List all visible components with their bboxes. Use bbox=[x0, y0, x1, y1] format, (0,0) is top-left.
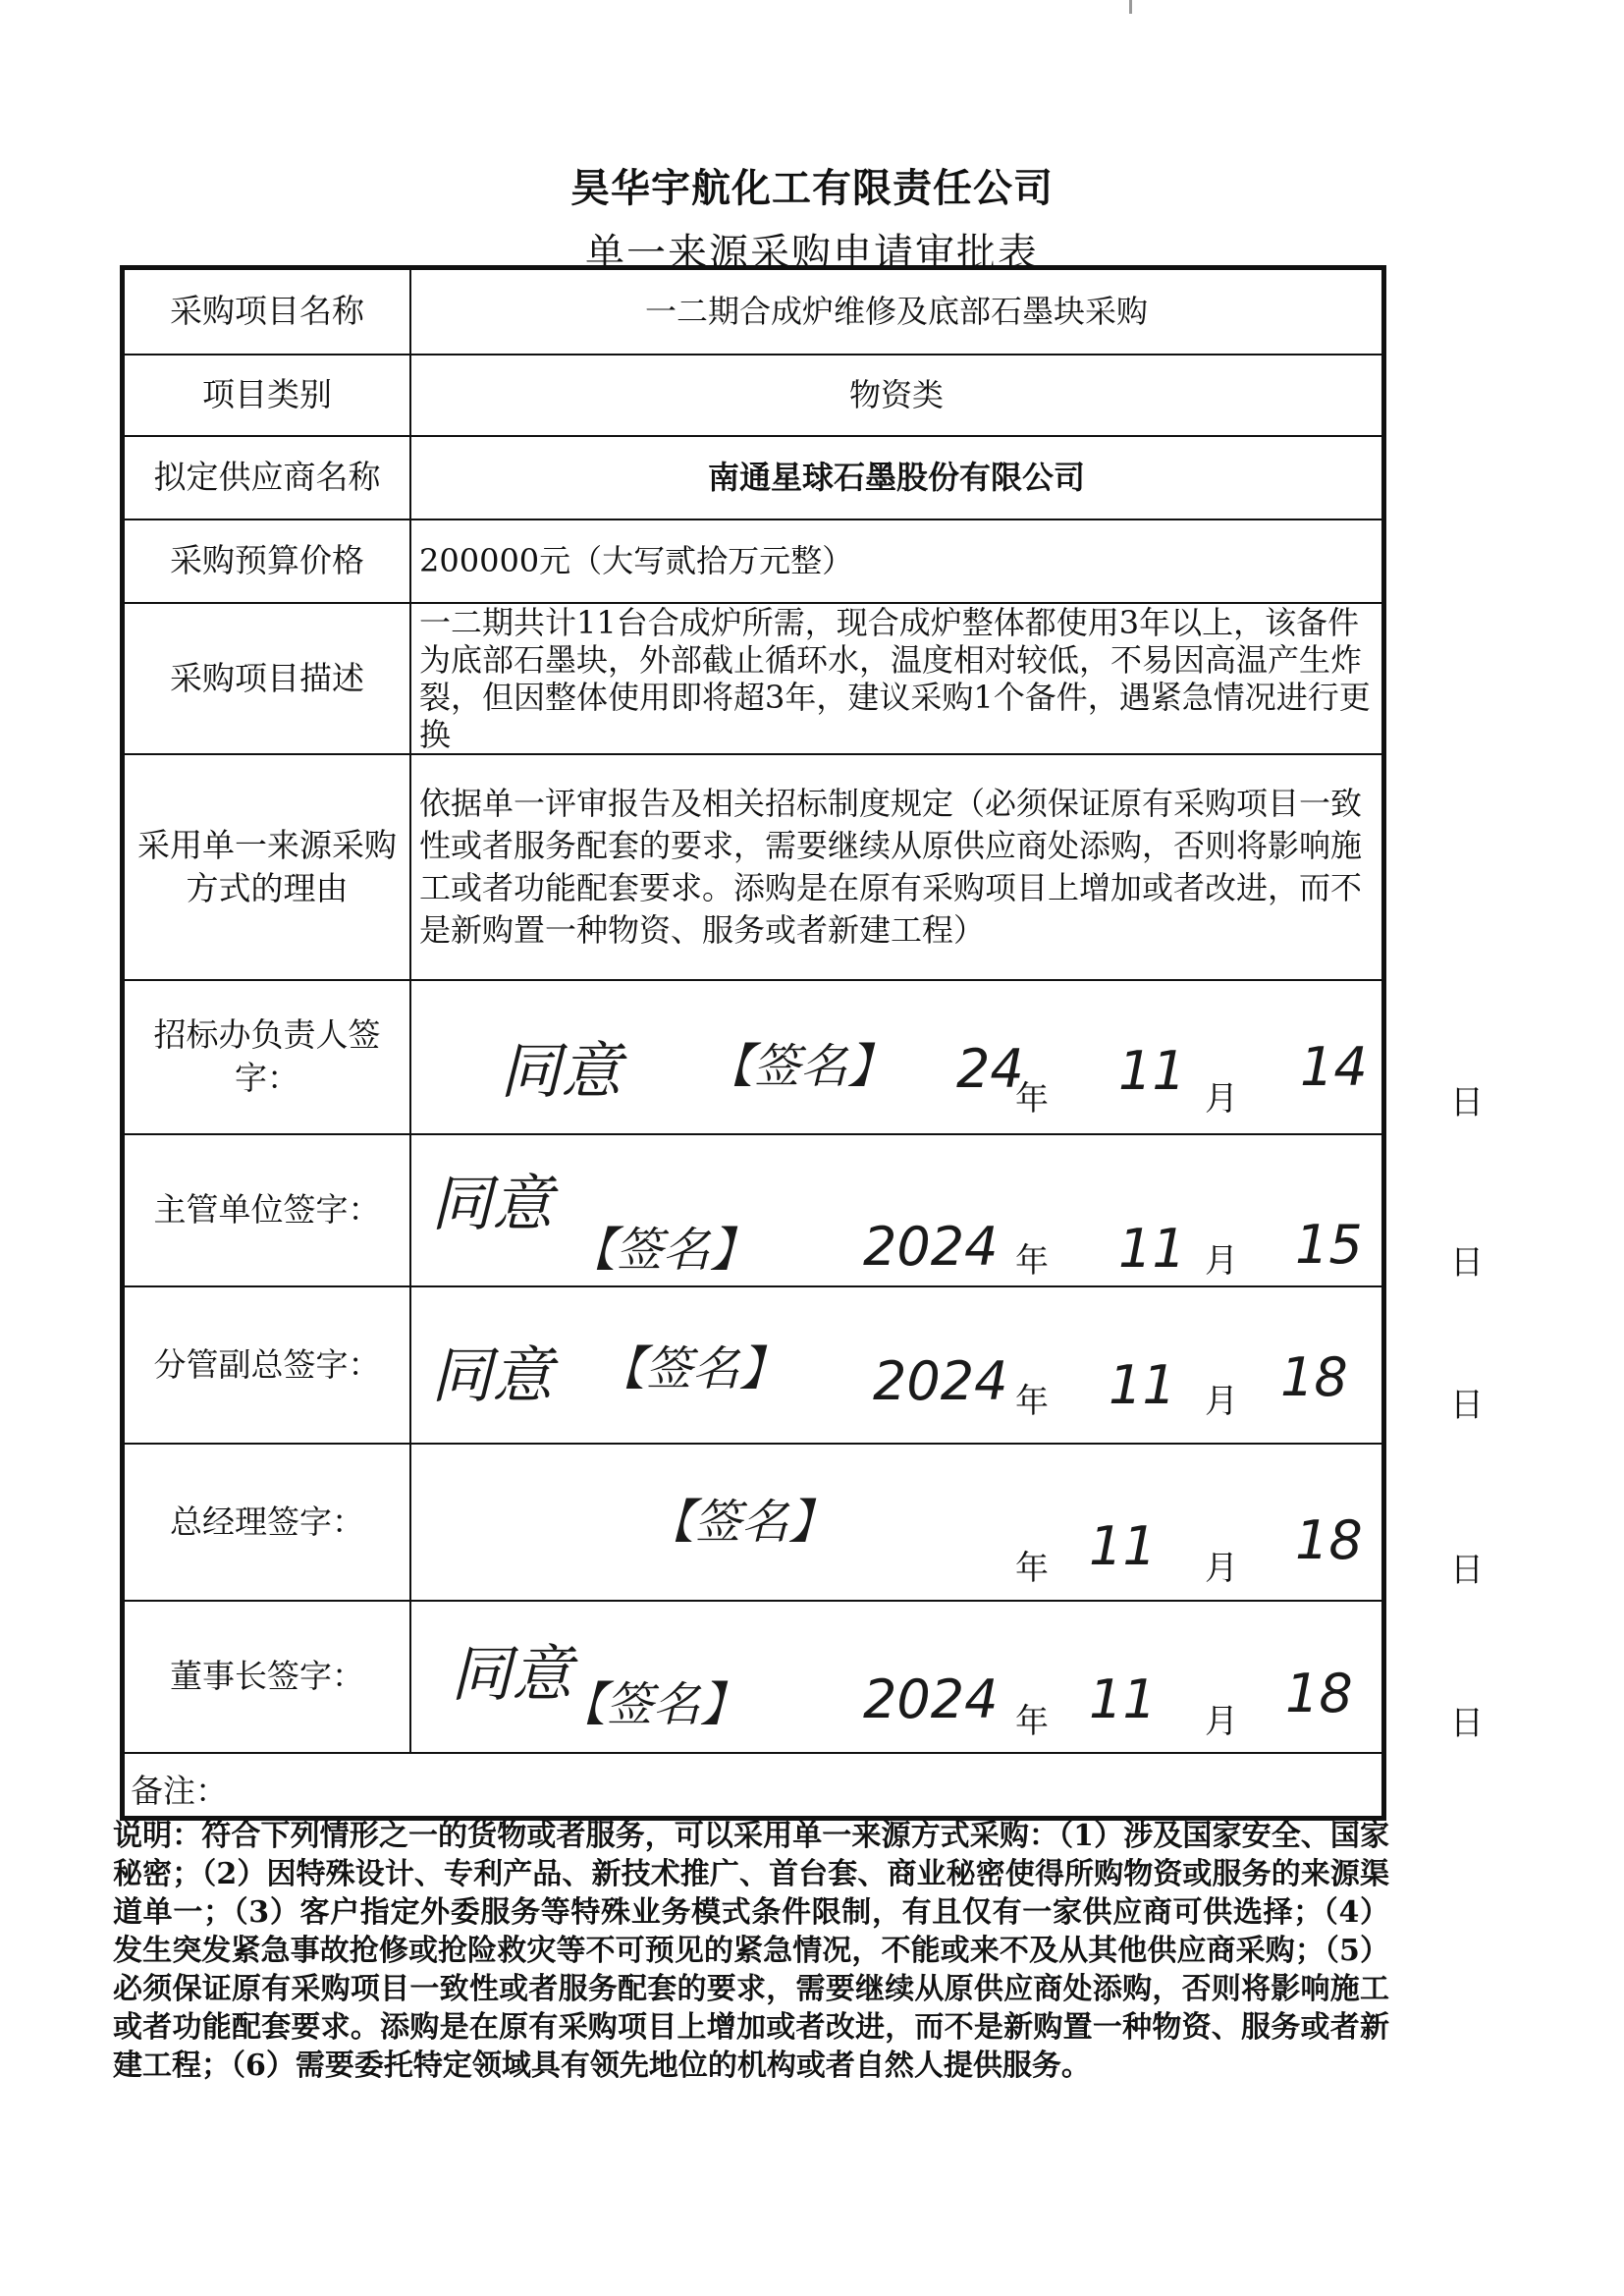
supplier-label: 拟定供应商名称 bbox=[123, 436, 411, 519]
budget-value: 200000元（大写贰拾万元整） bbox=[410, 519, 1384, 603]
row-sign-bidding-office bbox=[123, 980, 1384, 1134]
supervisor-day-label: 日 bbox=[1450, 1242, 1484, 1283]
reason-label: 采用单一来源采购方式的理由 bbox=[123, 754, 411, 980]
gm-day-label: 日 bbox=[1450, 1550, 1484, 1590]
row-remarks bbox=[123, 1753, 1384, 1819]
deputy-gm-day: 18 bbox=[1280, 1345, 1348, 1408]
chairman-day: 18 bbox=[1285, 1662, 1353, 1724]
chairman-year-label: 年 bbox=[1015, 1701, 1049, 1741]
deputy-gm-sign-cell bbox=[410, 1286, 1484, 1444]
company-name: 昊华宇航化工有限责任公司 bbox=[570, 165, 1054, 211]
supervisor-year: 2024 bbox=[863, 1215, 999, 1278]
deputy-gm-year-label: 年 bbox=[1015, 1381, 1049, 1421]
description-label: 采购项目描述 bbox=[123, 603, 411, 754]
deputy-gm-opinion: 同意 bbox=[431, 1339, 554, 1411]
project-name-value: 一二期合成炉维修及底部石墨块采购 bbox=[410, 268, 1384, 355]
deputy-gm-day-label: 日 bbox=[1450, 1385, 1484, 1425]
scan-mark bbox=[1129, 0, 1132, 14]
gm-sign-label: 总经理签字： bbox=[123, 1444, 411, 1601]
supervisor-sign-cell bbox=[410, 1134, 1484, 1286]
deputy-gm-sign-label: 分管副总签字： bbox=[123, 1286, 411, 1444]
row-reason bbox=[123, 754, 1384, 980]
deputy-gm-year: 2024 bbox=[873, 1349, 1008, 1412]
row-sign-chairman bbox=[123, 1601, 1384, 1753]
notes-paragraph: 说明：符合下列情形之一的货物或者服务，可以采用单一来源方式采购：（1）涉及国家安全、国家秘密；（2）因特殊设计、专利产品、新技术推广、首台套、商业秘密使得所购物资或服务的来源渠道单一；（3）客户指定外委服务等特殊业务模式条件限制，有且仅有一家供应商可供选择；（4）发生突发紧急事故抢修或抢险救灾等不可预见的紧急情况，不能或来不及从其他供应商采购；（5）必须保证原有采购项目一致性或者服务配套的要求，需要继续从原供应商处添购，否则将影响施工或者功能配套要求。添购是在原有采购项目上增加或者改进，而不是新购置一种物资、服务或者新建工程；（6）需要委托特定领域具有领先地位的机构或者自然人提供服务。 bbox=[113, 1819, 1389, 2083]
supervisor-opinion: 同意 bbox=[431, 1167, 554, 1239]
gm-day: 18 bbox=[1295, 1508, 1363, 1571]
reason-value: 依据单一评审报告及相关招标制度规定（必须保证原有采购项目一致性或者服务配套的要求，需要继续从原供应商处添购，否则将影响施工或者功能配套要求。添购是在原有采购项目上增加或者改进，而不是新购置一种物资、服务或者新建工程） bbox=[410, 754, 1384, 980]
budget-label: 采购预算价格 bbox=[123, 519, 411, 603]
row-sign-deputy-gm bbox=[123, 1286, 1384, 1444]
supervisor-month-label: 月 bbox=[1205, 1240, 1238, 1281]
supervisor-sign-label: 主管单位签字： bbox=[123, 1134, 411, 1286]
approval-form-table bbox=[120, 265, 1484, 1821]
chairman-day-label: 日 bbox=[1450, 1703, 1484, 1743]
form-title: 单一来源采购申请审批表 bbox=[585, 231, 1039, 276]
supervisor-signature: 【签名】 bbox=[568, 1222, 758, 1278]
row-budget bbox=[123, 519, 1384, 603]
chairman-opinion: 同意 bbox=[451, 1637, 573, 1710]
category-label: 项目类别 bbox=[123, 355, 411, 436]
deputy-gm-signature: 【签名】 bbox=[598, 1340, 787, 1396]
deputy-gm-month-label: 月 bbox=[1205, 1381, 1238, 1421]
bidding-office-sign-label: 招标办负责人签字： bbox=[123, 980, 411, 1134]
row-supplier bbox=[123, 436, 1384, 519]
chairman-month-label: 月 bbox=[1205, 1701, 1238, 1741]
gm-month-label: 月 bbox=[1205, 1548, 1238, 1588]
supervisor-year-label: 年 bbox=[1015, 1240, 1049, 1281]
row-description bbox=[123, 603, 1384, 754]
bidding-office-signature: 【签名】 bbox=[706, 1038, 895, 1094]
bidding-office-year: 24 bbox=[956, 1037, 1024, 1100]
supplier-value: 南通星球石墨股份有限公司 bbox=[410, 436, 1384, 519]
bidding-office-day: 14 bbox=[1300, 1035, 1368, 1098]
gm-month: 11 bbox=[1089, 1514, 1157, 1577]
row-category bbox=[123, 355, 1384, 436]
chairman-year: 2024 bbox=[863, 1667, 999, 1730]
bidding-office-year-label: 年 bbox=[1015, 1078, 1049, 1119]
row-project-name bbox=[123, 268, 1384, 355]
deputy-gm-month: 11 bbox=[1109, 1353, 1176, 1416]
chairman-month: 11 bbox=[1089, 1667, 1157, 1730]
gm-signature: 【签名】 bbox=[647, 1494, 837, 1550]
bidding-office-month-label: 月 bbox=[1205, 1078, 1238, 1119]
bidding-office-sign-cell bbox=[410, 980, 1484, 1134]
row-sign-supervisor bbox=[123, 1134, 1384, 1286]
category-value: 物资类 bbox=[410, 355, 1384, 436]
supervisor-day: 15 bbox=[1295, 1213, 1363, 1276]
bidding-office-month: 11 bbox=[1118, 1039, 1186, 1102]
chairman-signature: 【签名】 bbox=[559, 1676, 748, 1732]
bidding-office-opinion: 同意 bbox=[500, 1034, 623, 1107]
bidding-office-day-label: 日 bbox=[1450, 1082, 1484, 1122]
gm-year-label: 年 bbox=[1015, 1548, 1049, 1588]
row-sign-gm bbox=[123, 1444, 1384, 1601]
description-value: 一二期共计11台合成炉所需，现合成炉整体都使用3年以上，该备件为底部石墨块，外部截止循环水，温度相对较低，不易因高温产生炸裂，但因整体使用即将超3年，建议采购1个备件，遇紧急情况进行更换 bbox=[410, 603, 1384, 754]
remarks-label: 备注： bbox=[131, 1771, 228, 1810]
remarks-cell bbox=[123, 1753, 1384, 1819]
chairman-sign-label: 董事长签字： bbox=[123, 1601, 411, 1753]
supervisor-month: 11 bbox=[1118, 1217, 1186, 1280]
chairman-sign-cell bbox=[410, 1601, 1484, 1753]
project-name-label: 采购项目名称 bbox=[123, 268, 411, 355]
gm-sign-cell bbox=[410, 1444, 1484, 1601]
